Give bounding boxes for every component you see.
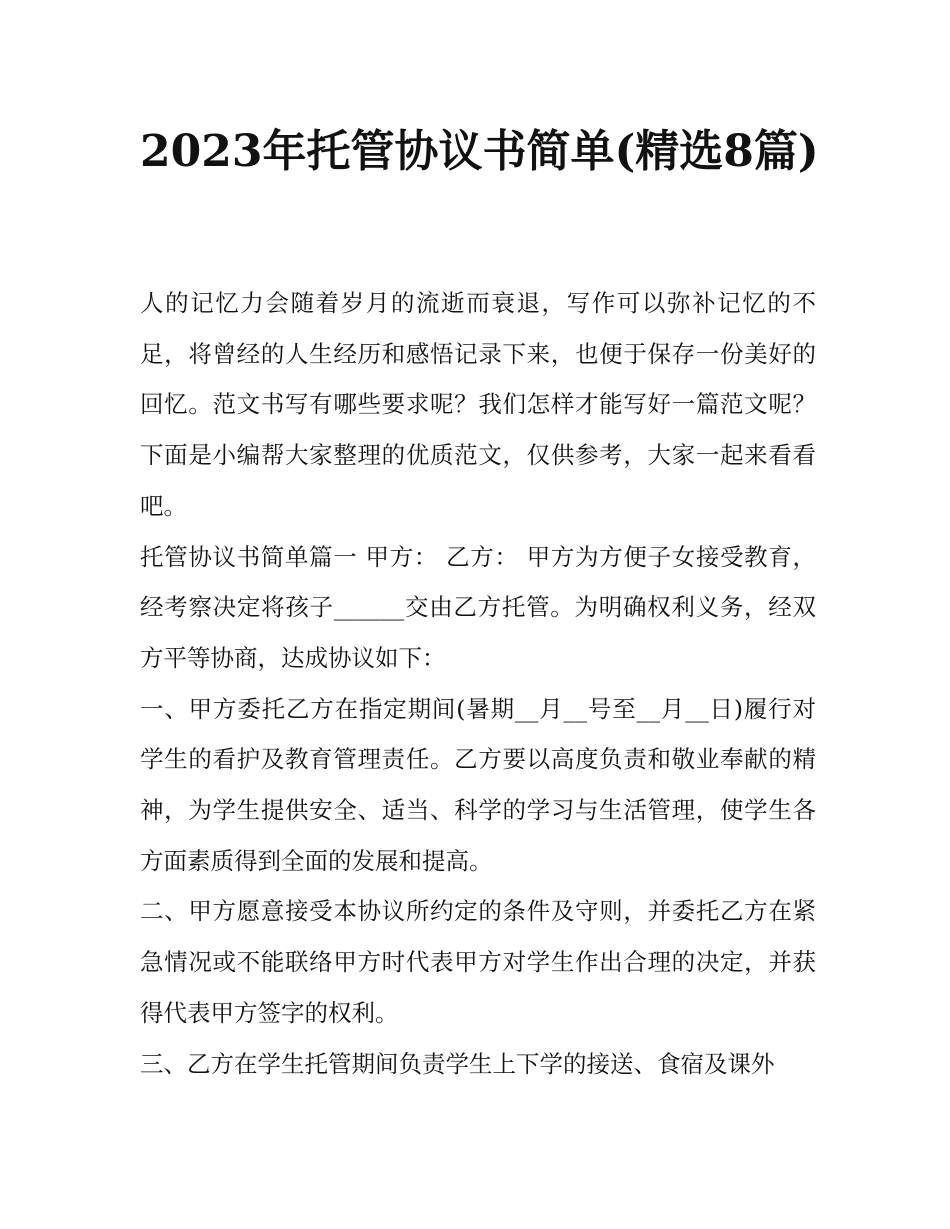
clause-1-paragraph: 一、甲方委托乙方在指定期间(暑期__月__号至__月__日)履行对学生的看护及教育管理责任。乙方要以高度负责和敬业奉献的精神，为学生提供安全、适当、科学的学习与生活管理，使学生各方面素质得到全面的发展和提高。 — [140, 694, 816, 875]
document-body — [140, 278, 816, 1089]
document-title: 2023年托管协议书简单(精选8篇) — [140, 126, 819, 177]
clause-2-paragraph: 二、甲方愿意接受本协议所约定的条件及守则，并委托乙方在紧急情况或不能联络甲方时代表甲方对学生作出合理的决定，并获得代表甲方签字的权利。 — [140, 897, 816, 1027]
clause-3-paragraph: 三、乙方在学生托管期间负责学生上下学的接送、食宿及课外 — [140, 1049, 775, 1078]
intro-paragraph: 人的记忆力会随着岁月的流逝而衰退，写作可以弥补记忆的不足，将曾经的人生经历和感悟记录下来，也便于保存一份美好的回忆。范文书写有哪些要求呢？我们怎样才能写好一篇范文呢？下面是小编帮大家整理的优质范文，仅供参考，大家一起来看看吧。 — [140, 289, 816, 520]
agreement-opening-paragraph: 托管协议书简单篇一 甲方： 乙方： 甲方为方便子女接受教育，经考察决定将孩子______交由乙方托管。为明确权利义务，经双方平等协商，达成协议如下： — [140, 542, 816, 672]
